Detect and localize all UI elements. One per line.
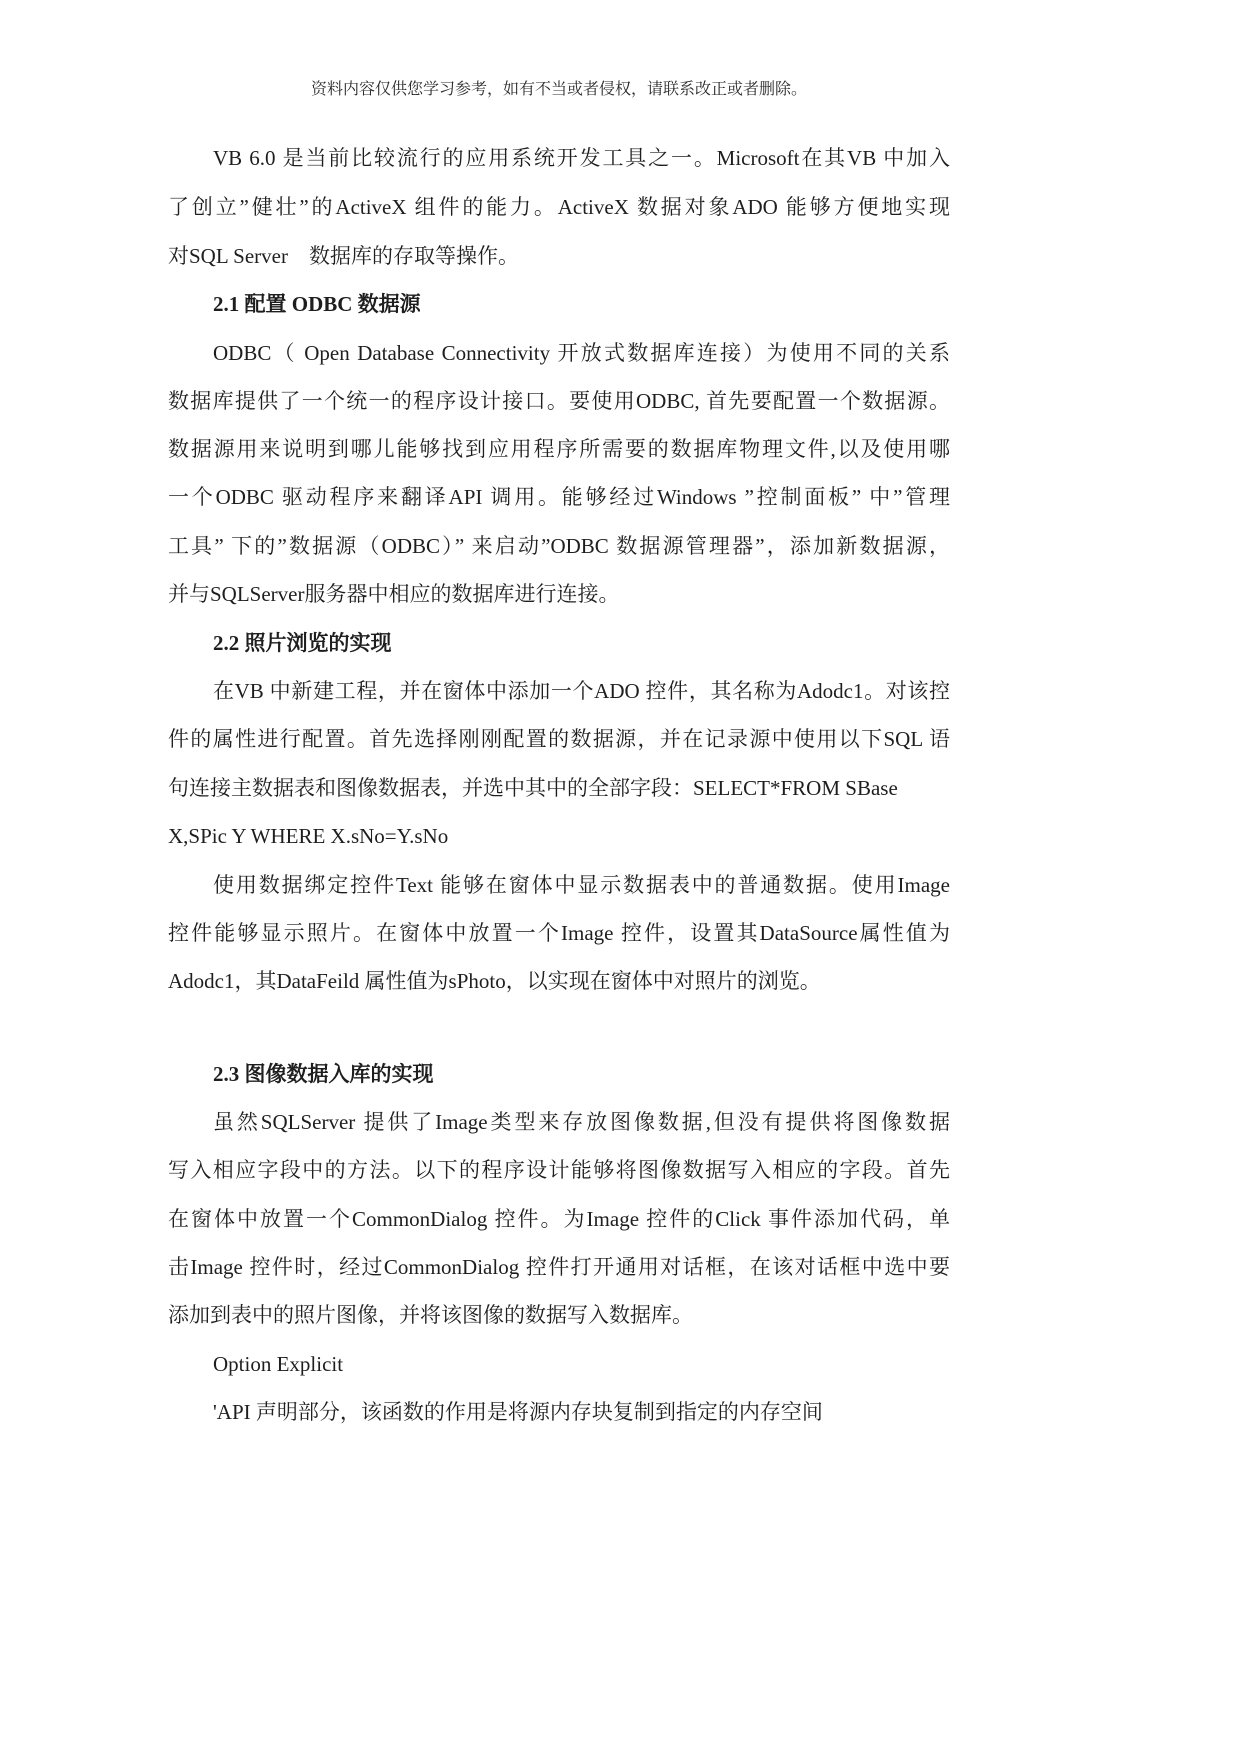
paragraph-line: Adodc1，其DataFeild 属性值为sPhoto，以实现在窗体中对照片的浏览。: [168, 969, 821, 993]
paragraph-line: 击Image 控件时，经过CommonDialog 控件打开通用对话框，在该对话框中选中要: [168, 1255, 950, 1279]
paragraph-line: 数据源用来说明到哪儿能够找到应用程序所需要的数据库物理文件,以及使用哪: [168, 437, 950, 461]
section-heading: 2.1 配置 ODBC 数据源: [213, 292, 421, 316]
paragraph-line: VB 6.0 是当前比较流行的应用系统开发工具之一。Microsoft在其VB 中加入: [213, 146, 950, 170]
code-line: Option Explicit: [213, 1352, 344, 1376]
paragraph-line: X,SPic Y WHERE X.sNo=Y.sNo: [168, 824, 449, 848]
section-heading: 2.3 图像数据入库的实现: [213, 1062, 434, 1086]
code-comment: 'API 声明部分，该函数的作用是将源内存块复制到指定的内存空间: [213, 1400, 823, 1424]
paragraph-line: 虽然SQLServer 提供了Image类型来存放图像数据,但没有提供将图像数据: [213, 1110, 950, 1134]
paragraph-line: 使用数据绑定控件Text 能够在窗体中显示数据表中的普通数据。使用Image: [213, 873, 950, 897]
paragraph-line: 件的属性进行配置。首先选择刚刚配置的数据源，并在记录源中使用以下SQL 语: [168, 727, 950, 751]
paragraph-line: ODBC（ Open Database Connectivity 开放式数据库连接）为使用不同的关系: [213, 341, 950, 365]
paragraph-line: 一个ODBC 驱动程序来翻译API 调用。能够经过Windows ”控制面板” 中”管理: [168, 485, 950, 509]
paragraph-line: 在VB 中新建工程，并在窗体中添加一个ADO 控件，其名称为Adodc1。对该控: [213, 679, 950, 703]
paragraph-line: 对SQL Server 数据库的存取等操作。: [168, 244, 519, 268]
section-heading: 2.2 照片浏览的实现: [213, 631, 392, 655]
header-note: 资料内容仅供您学习参考，如有不当或者侵权，请联系改正或者删除。: [310, 81, 807, 98]
paragraph-line: 并与SQLServer服务器中相应的数据库进行连接。: [168, 582, 620, 606]
paragraph-line: 写入相应字段中的方法。以下的程序设计能够将图像数据写入相应的字段。首先: [168, 1158, 950, 1182]
paragraph-line: 工具” 下的”数据源（ODBC）” 来启动”ODBC 数据源管理器”，添加新数据源，: [168, 534, 950, 558]
paragraph-line: 了创立”健壮”的ActiveX 组件的能力。ActiveX 数据对象ADO 能够方便地实现: [168, 195, 950, 219]
paragraph-line: 控件能够显示照片。在窗体中放置一个Image 控件，设置其DataSource属性值为: [168, 921, 950, 945]
paragraph-line: 句连接主数据表和图像数据表，并选中其中的全部字段：SELECT*FROM SBase: [168, 776, 898, 800]
paragraph-line: 添加到表中的照片图像，并将该图像的数据写入数据库。: [168, 1303, 693, 1327]
paragraph-line: 在窗体中放置一个CommonDialog 控件。为Image 控件的Click 事件添加代码，单: [168, 1207, 950, 1231]
paragraph-line: 数据库提供了一个统一的程序设计接口。要使用ODBC, 首先要配置一个数据源。: [168, 389, 950, 413]
